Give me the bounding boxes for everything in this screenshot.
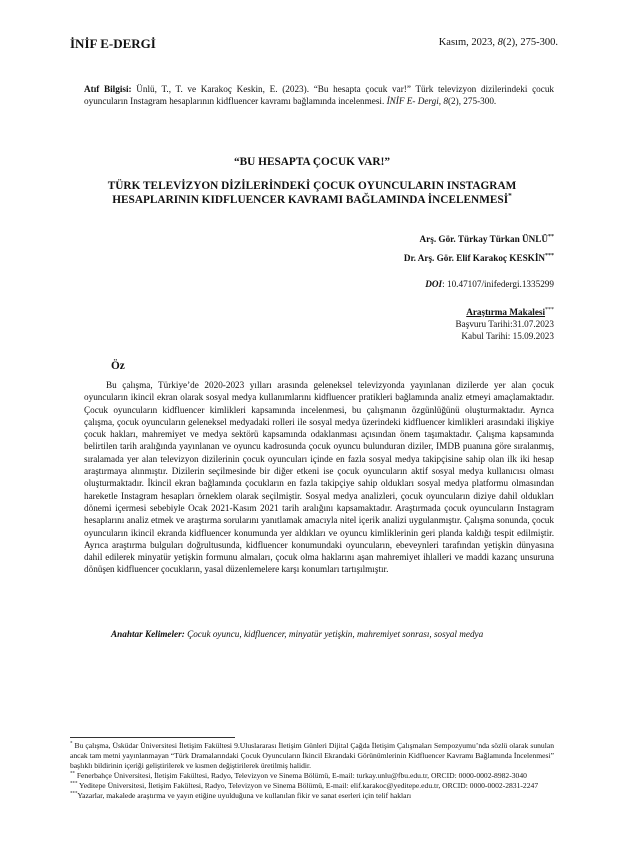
keywords — [111, 628, 554, 640]
issue-prefix: Kasım, 2023, — [438, 37, 498, 48]
footnote-1-mark: * — [70, 741, 73, 747]
issue-suffix: (2), 275-300. — [502, 37, 558, 48]
footnote-1-text: Bu çalışma, Üsküdar Üniversitesi İletişim Fakültesi 9.Uluslararası İletişim Günleri Dijital Çağda İletişim Çalışmaları Sempozyumu’nda sözlü olarak sunulan ancak tam metni yayınlanmayan “Türk Dramalarındaki Çocuk Oyuncuların İkincil Ekrandaki Görünümlerinin Kidfluencer Kavramı Bağlamında İncelenmesi” başlıklı bildirinin içeriği geliştirilerek ve kısmen değiştirilerek üretilmiş halidir. — [70, 741, 554, 771]
journal-name: İNİF E-DERGİ — [70, 36, 156, 51]
accepted-date: Kabul Tarihi: 15.09.2023 — [461, 331, 554, 341]
article-meta — [456, 306, 554, 342]
keywords-text: Çocuk oyuncu, kidfluencer, minyatür yetişkin, mahremiyet sonrası, sosyal medya — [184, 629, 484, 639]
footnote-3 — [70, 781, 554, 791]
citation-volume: 8 — [443, 96, 448, 107]
article-type: Araştırma Makalesi — [466, 307, 546, 317]
footnotes — [70, 741, 554, 801]
author-1-mark: ** — [548, 233, 554, 240]
author-1-name: Arş. Gör. Türkay Türkan ÜNLÜ — [419, 234, 549, 244]
footnote-divider — [70, 737, 235, 738]
citation-journal: İNİF E- Dergi — [386, 96, 439, 107]
paper-title — [70, 179, 554, 208]
citation-pages: (2), 275-300. — [447, 96, 497, 107]
author-2 — [404, 253, 554, 263]
issue-info — [439, 37, 558, 48]
footnote-2-mark: ** — [70, 771, 75, 777]
article-type-row — [456, 306, 554, 318]
doi-value: : 10.47107/inifedergi.1335299 — [442, 279, 554, 289]
abstract-body: Bu çalışma, Türkiye’de 2020-2023 yılları arasında geleneksel televizyonda yayınlanan dizilerde yer alan çocuk oyuncuların ikincil ekran olarak sosyal medya kullanımlarını kidfluencer pratikleri bağlamında analiz etmeyi amaçlamaktadır. Çocuk oyuncuların kidfluencer kimlikleri kapsamında incelenmesi, bu çalışmanın özgünlüğünü oluşturmaktadır. Ayrıca çalışma, çocuk oyuncuların geleneksel medyadaki rolleri ile sosyal medya üzerindeki kidfluencer kimlikleri arasındaki ilişkiye çocuk hakları, mahremiyet ve medya sektörü kapsamında odaklanması açısından önem taşımaktadır. Çalışma kapsamında belirtilen tarih aralığında yayınlanan ve oyuncu kadrosunda çocuk oyuncu bulunduran diziler, IMDB puanına göre sıralanmış, sıralamada yer alan televizyon dizilerinin çocuk oyuncuları içinde en fazla sosyal medya takipçisine sahip olan ilk iki hesap araştırmaya alınmıştır. Dizilerin seçilmesinde bir diğer etkeni ise çocuk oyuncuların aktif sosyal medya kullanıcısı olması oluşturmaktadır. İkincil ekran bağlamında çocukların en fazla takipçiye sahip oldukları sosyal medya platformu olmasından hareketle Instagram hesapları örneklem olarak seçilmiştir. Sosyal medya analizleri, çocuk oyuncuların diziye dahil oldukları dönemi içermesi sebebiyle Ocak 2021-Kasım 2021 tarih aralığını kapsamaktadır. Araştırmada çocuk oyuncuların Instagram hesaplarını analiz etmek ve araştırma sorularını yanıtlamak amacıyla nitel içerik analizi uygulanmıştır. Çalışma sonunda, çocuk oyuncuların ikincil ekranda kidfluencer konumunda yer aldıkları ve oyuncu kimliklerinin geri planda kaldığı tespit edilmiştir. Ayrıca araştırma bulguları doğrultusunda, kidfluencer konumundaki oyuncuların, ebeveynleri tarafından yetişkin dünyasına dahil edilerek minyatür yetişkin formunu almaları, çocuk olma haklarını aşan mahremiyet ihlalleri ve maddi kazanç unsuruna dönüşen kidfluencer çocukların, yasal düzenlemelere karşı konumları tartışılmıştır. — [84, 380, 554, 575]
doi — [425, 279, 554, 289]
footnote-4-text: Yazarlar, makalede araştırma ve yayın etiğine uyulduğuna ve kullanılan fikir ve sanat eserleri için telif hakları — [77, 791, 412, 801]
footnote-2 — [70, 771, 554, 781]
footnote-3-mark: *** — [70, 781, 78, 787]
abstract-heading: Öz — [111, 360, 125, 372]
article-type-mark: *** — [545, 306, 554, 313]
citation-info — [84, 83, 554, 108]
footnote-4-mark: *** — [70, 791, 78, 797]
citation-label: Atıf Bilgisi: — [84, 84, 132, 94]
footnote-2-text: Fenerbahçe Üniversitesi, İletişim Fakültesi, Radyo, Televizyon ve Sinema Bölümü, E-mail: turkay.unlu@fbu.edu.tr, ORCID: 0000-0002-8982-3040 — [74, 771, 527, 781]
title-quote: “BU HESAPTA ÇOCUK VAR!” — [234, 156, 390, 168]
submitted-date: Başvuru Tarihi:31.07.2023 — [455, 319, 554, 329]
issue-volume: 8 — [497, 37, 503, 48]
author-1 — [420, 234, 554, 244]
citation-sep: , — [438, 96, 444, 107]
citation-text: Ünlü, T., T. ve Karakoç Keskin, E. (2023). “Bu hesapta çocuk var!” Türk televizyon dizilerindeki çocuk oyuncuların Instagram hesaplarının kidfluencer kavramı bağlamında incelenmesi. — [84, 84, 555, 107]
title-footnote-mark: * — [508, 191, 512, 201]
paper-title-text: TÜRK TELEVİZYON DİZİLERİNDEKİ ÇOCUK OYUNCULARIN INSTAGRAM HESAPLARININ KIDFLUENCER KAVRAMI BAĞLAMINDA İNCELENMESİ — [107, 180, 517, 207]
footnote-1 — [70, 741, 554, 771]
doi-label: DOI — [425, 279, 443, 289]
footnote-3-text: Yeditepe Üniversitesi, İletişim Fakültesi, Radyo, Televizyon ve Sinema Bölümü, E-mail: elif.karakoc@yeditepe.edu.tr, ORCID: 0000-0002-2831-2247 — [77, 781, 539, 791]
author-2-mark: *** — [545, 252, 554, 259]
author-2-name: Dr. Arş. Gör. Elif Karakoç KESKİN — [403, 253, 546, 263]
keywords-label: Anahtar Kelimeler: — [111, 629, 185, 639]
footnote-4 — [70, 791, 554, 801]
